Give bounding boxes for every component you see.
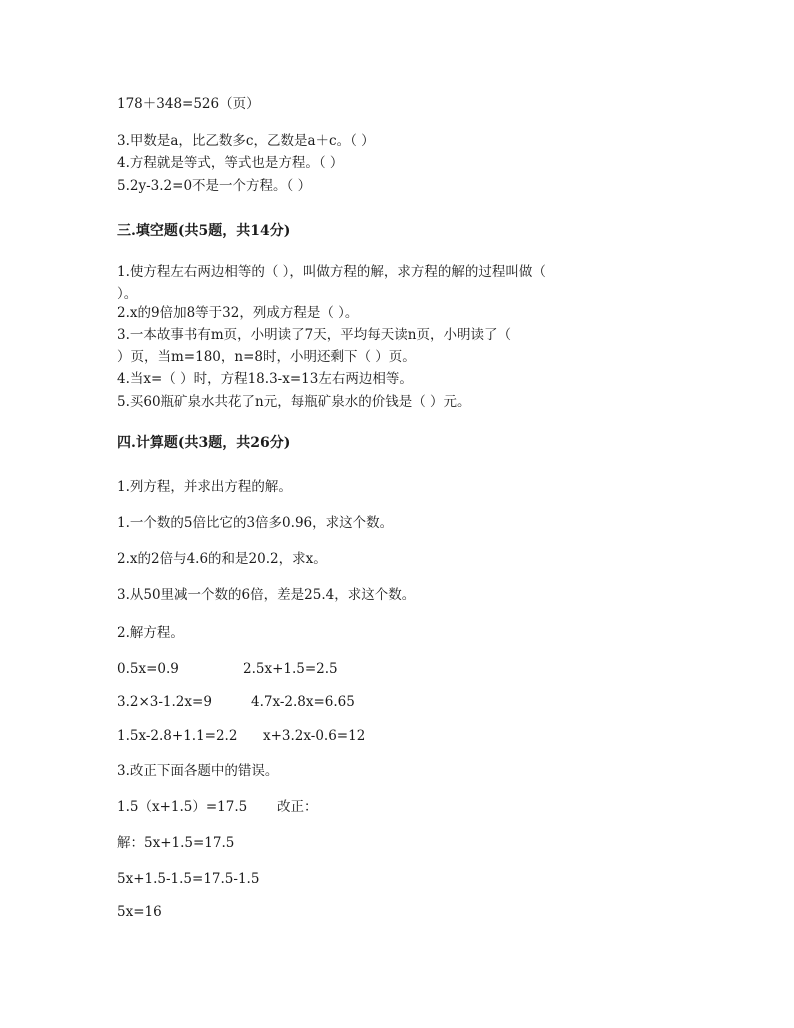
fill-blank-item-3: 3.一本故事书有m页，小明读了7天，平均每天读n页，小明读了（ [117,327,511,343]
fill-blank-item-5: 5.买60瓶矿泉水共花了n元，每瓶矿泉水的价钱是（ ）元。 [117,394,471,410]
correction-label: 改正： [277,799,318,815]
correction-step-2: 5x+1.5-1.5=17.5-1.5 [117,871,260,887]
fill-blank-item-1-cont: ）。 [117,286,138,302]
calc-q2-title: 2.解方程。 [117,625,184,641]
calc-q1-item-3: 3.从50里减一个数的6倍，差是25.4，求这个数。 [117,587,416,603]
section-heading-fill-blank: 三.填空题(共5题，共14分) [117,223,291,239]
fill-blank-item-2: 2.x的9倍加8等于32，列成方程是（ ）。 [117,305,359,321]
equation-right-1: 2.5x+1.5=2.5 [243,661,338,677]
equation-right-2: 4.7x-2.8x=6.65 [251,694,355,710]
judgement-item-3: 3.甲数是a，比乙数多c，乙数是a＋c。（ ） [117,133,375,149]
calc-q1-title: 1.列方程，并求出方程的解。 [117,479,292,495]
answer-line: 178＋348=526（页） [117,96,260,112]
judgement-item-5: 5.2y-3.2=0不是一个方程。（ ） [117,178,312,194]
fill-blank-item-4: 4.当x=（ ）时，方程18.3-x=13左右两边相等。 [117,371,413,387]
equation-left-1: 0.5x=0.9 [117,661,179,677]
calc-q3-title: 3.改正下面各题中的错误。 [117,763,279,779]
judgement-item-4: 4.方程就是等式，等式也是方程。（ ） [117,155,344,171]
correction-step-3: 5x=16 [117,904,162,920]
correction-problem: 1.5（x+1.5）=17.5 [117,799,248,815]
fill-blank-item-1: 1.使方程左右两边相等的（ ），叫做方程的解，求方程的解的过程叫做（ [117,264,546,280]
calc-q1-item-2: 2.x的2倍与4.6的和是20.2，求x。 [117,551,327,567]
correction-step-1: 解：5x+1.5=17.5 [117,835,235,851]
equation-left-3: 1.5x-2.8+1.1=2.2 [117,728,238,744]
equation-left-2: 3.2×3-1.2x=9 [117,694,212,710]
section-heading-calculation: 四.计算题(共3题，共26分) [117,435,291,451]
calc-q1-item-1: 1.一个数的5倍比它的3倍多0.96，求这个数。 [117,515,394,531]
fill-blank-item-3-cont: ）页，当m=180，n=8时，小明还剩下（ ）页。 [117,349,416,365]
equation-right-3: x+3.2x-0.6=12 [263,728,366,744]
